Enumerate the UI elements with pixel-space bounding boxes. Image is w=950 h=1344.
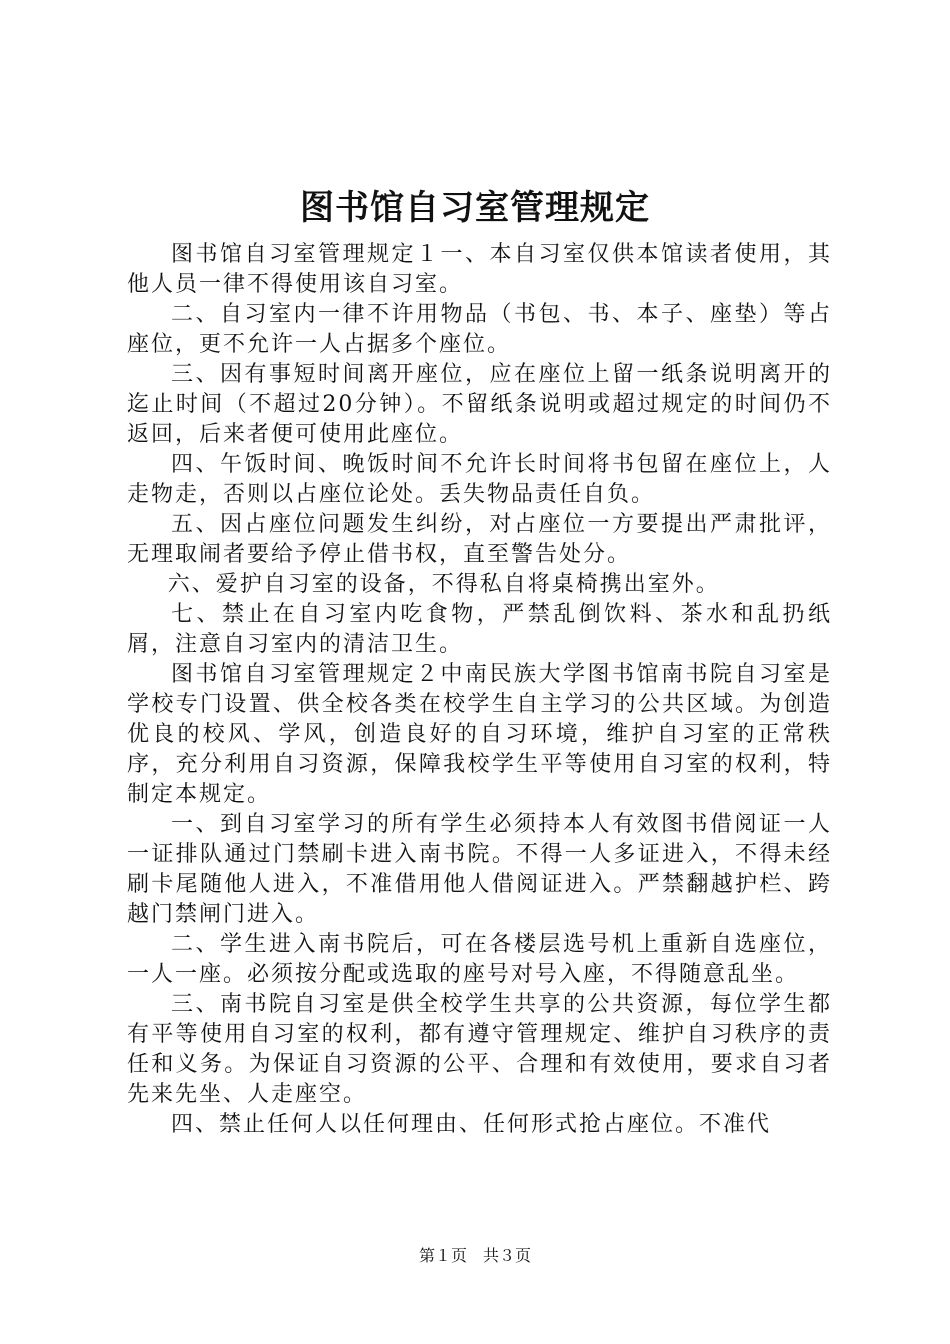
paragraph-rule-6: 六、爱护自习室的设备，不得私自将桌椅携出室外。 — [167, 572, 720, 597]
page-footer: 第１页 共３页 — [418, 1246, 531, 1265]
paragraph-second-rule-2: 二、学生进入南书院后，可在各楼层选号机上重新自选座位，一人一座。必须按分配或选取的座号对号入座，不得随意乱坐。 — [127, 932, 832, 987]
paragraph-second-rule-4: 四、禁止任何人以任何理由、任何形式抢占座位。不准代 — [171, 1112, 772, 1137]
paragraph-rule-4: 四、午饭时间、晚饭时间不允许长时间将书包留在座位上，人走物走，否则以占座位论处。丢失物品责任自负。 — [127, 452, 832, 507]
paragraph-rule-3: 三、因有事短时间离开座位，应在座位上留一纸条说明离开的迄止时间（不超过20分钟）。不留纸条说明或超过规定的时间仍不返回，后来者便可使用此座位。 — [127, 362, 832, 447]
paragraph-second-rule-1: 一、到自习室学习的所有学生必须持本人有效图书借阅证一人一证排队通过门禁刷卡进入南书院。不得一人多证进入，不得未经刷卡尾随他人进入，不准借用他人借阅证进入。严禁翻越护栏、跨越门禁闸门进入。 — [127, 812, 832, 927]
paragraph-second-rule-3: 三、南书院自习室是供全校学生共享的公共资源，每位学生都有平等使用自习室的权利，都有遵守管理规定、维护自习秩序的责任和义务。为保证自习资源的公平、合理和有效使用，要求自习者先来先坐、人走座空。 — [127, 992, 832, 1107]
paragraph-intro-rule-1: 图书馆自习室管理规定１一、本自习室仅供本馆读者使用，其他人员一律不得使用该自习室。 — [127, 242, 832, 297]
document-body — [127, 240, 832, 1140]
paragraph-rule-5: 五、因占座位问题发生纠纷，对占座位一方要提出严肃批评，无理取闹者要给予停止借书权，直至警告处分。 — [127, 512, 832, 567]
paragraph-second-regulation-intro: 图书馆自习室管理规定２中南民族大学图书馆南书院自习室是学校专门设置、供全校各类在校学生自主学习的公共区域。为创造优良的校风、学风，创造良好的自习环境，维护自习室的正常秩序，充分利用自习资源，保障我校学生平等使用自习室的权利，特制定本规定。 — [127, 662, 832, 807]
page-title: 图书馆自习室管理规定 — [300, 188, 650, 228]
paragraph-rule-7: 七、禁止在自习室内吃食物，严禁乱倒饮料、茶水和乱扔纸屑，注意自习室内的清洁卫生。 — [127, 602, 832, 657]
paragraph-rule-2: 二、自习室内一律不许用物品（书包、书、本子、座垫）等占座位，更不允许一人占据多个座位。 — [127, 302, 832, 357]
